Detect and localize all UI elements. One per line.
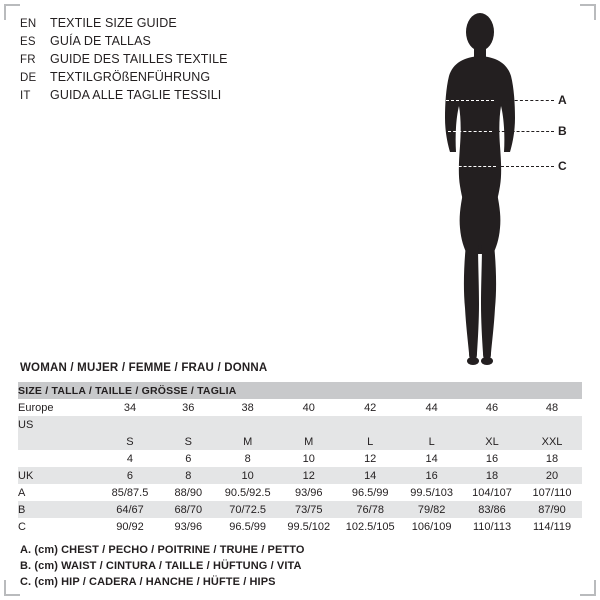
row-label: UK xyxy=(18,467,100,484)
row-cell: XL xyxy=(462,433,522,450)
row-cell xyxy=(522,416,582,433)
row-cell: 85/87.5 xyxy=(100,484,159,501)
language-code-de: DE xyxy=(20,72,37,84)
row-cell: 87/90 xyxy=(522,501,582,518)
row-cell: 40 xyxy=(278,399,339,416)
row-cell: 38 xyxy=(217,399,278,416)
row-cell: 6 xyxy=(160,450,217,467)
row-cell: 106/109 xyxy=(401,518,462,535)
title-text-en: TEXTILE SIZE GUIDE xyxy=(50,16,177,30)
row-label: Europe xyxy=(18,399,100,416)
legend-line-a: A. (cm) CHEST / PECHO / POITRINE / TRUHE / PETTO xyxy=(20,544,305,556)
row-cell: 16 xyxy=(401,467,462,484)
table-row xyxy=(18,399,582,416)
row-cell: 90/92 xyxy=(100,518,159,535)
row-cell: 10 xyxy=(278,450,339,467)
row-cell: 76/78 xyxy=(339,501,401,518)
measure-line-c-outer xyxy=(496,166,554,167)
row-cell: M xyxy=(278,433,339,450)
row-cell: 18 xyxy=(522,450,582,467)
row-cell xyxy=(160,416,217,433)
row-cell: L xyxy=(401,433,462,450)
row-cell xyxy=(278,416,339,433)
table-header-row xyxy=(18,382,582,399)
legend-line-b: B. (cm) WAIST / CINTURA / TAILLE / HÜFTUNG / VITA xyxy=(20,560,302,572)
corner-mark-bottom-right xyxy=(580,580,596,596)
row-label xyxy=(18,433,100,450)
female-silhouette-icon xyxy=(420,8,540,368)
row-cell: M xyxy=(217,433,278,450)
title-text-fr: GUIDE DES TAILLES TEXTILE xyxy=(50,52,228,66)
row-cell: 102.5/105 xyxy=(339,518,401,535)
row-cell: 70/72.5 xyxy=(217,501,278,518)
row-label: B xyxy=(18,501,100,518)
measure-line-c-inner xyxy=(444,166,496,167)
row-cell: 6 xyxy=(100,467,159,484)
row-cell: 114/119 xyxy=(522,518,582,535)
title-text-es: GUÍA DE TALLAS xyxy=(50,34,151,48)
row-label xyxy=(18,450,100,467)
row-cell: 8 xyxy=(160,467,217,484)
row-label: US xyxy=(18,416,100,433)
row-cell: 46 xyxy=(462,399,522,416)
measure-line-a-outer xyxy=(494,100,554,101)
row-cell: 14 xyxy=(339,467,401,484)
row-cell: 68/70 xyxy=(160,501,217,518)
row-cell xyxy=(401,416,462,433)
table-row xyxy=(18,433,582,450)
table-header-label: SIZE / TALLA / TAILLE / GRÖSSE / TAGLIA xyxy=(18,382,582,399)
row-cell: 93/96 xyxy=(278,484,339,501)
row-cell: 36 xyxy=(160,399,217,416)
row-cell: 44 xyxy=(401,399,462,416)
row-cell: 96.5/99 xyxy=(217,518,278,535)
row-cell: 18 xyxy=(462,467,522,484)
legend-line-c: C. (cm) HIP / CADERA / HANCHE / HÜFTE / HIPS xyxy=(20,576,276,588)
row-cell xyxy=(217,416,278,433)
corner-mark-bottom-left xyxy=(4,580,20,596)
table-row xyxy=(18,416,582,433)
table-row xyxy=(18,501,582,518)
row-cell: 14 xyxy=(401,450,462,467)
row-cell: 88/90 xyxy=(160,484,217,501)
row-cell: 64/67 xyxy=(100,501,159,518)
row-cell: S xyxy=(100,433,159,450)
row-cell: 104/107 xyxy=(462,484,522,501)
title-row-en xyxy=(20,14,350,32)
language-titles xyxy=(20,14,350,104)
title-row-es xyxy=(20,32,350,50)
row-label: A xyxy=(18,484,100,501)
language-code-fr: FR xyxy=(20,54,36,66)
measure-label-b: B xyxy=(558,124,567,138)
row-cell: 79/82 xyxy=(401,501,462,518)
table-row xyxy=(18,467,582,484)
measure-line-b-outer xyxy=(492,131,554,132)
row-cell: 96.5/99 xyxy=(339,484,401,501)
row-cell: 8 xyxy=(217,450,278,467)
measurement-legend xyxy=(20,542,305,590)
row-cell: 34 xyxy=(100,399,159,416)
row-cell: 90.5/92.5 xyxy=(217,484,278,501)
row-cell: 99.5/102 xyxy=(278,518,339,535)
row-cell: 12 xyxy=(278,467,339,484)
row-cell: 10 xyxy=(217,467,278,484)
row-cell: XXL xyxy=(522,433,582,450)
row-cell xyxy=(339,416,401,433)
row-cell: 83/86 xyxy=(462,501,522,518)
measure-line-b-inner xyxy=(448,131,492,132)
title-row-fr xyxy=(20,50,350,68)
row-label: C xyxy=(18,518,100,535)
language-code-it: IT xyxy=(20,90,31,102)
row-cell: 110/113 xyxy=(462,518,522,535)
title-text-de: TEXTILGRÖßENFÜHRUNG xyxy=(50,70,211,84)
table-row xyxy=(18,518,582,535)
body-figure xyxy=(400,8,590,368)
row-cell: 4 xyxy=(100,450,159,467)
row-cell: 107/110 xyxy=(522,484,582,501)
row-cell xyxy=(100,416,159,433)
table-row xyxy=(18,450,582,467)
row-cell: 20 xyxy=(522,467,582,484)
size-table xyxy=(18,382,582,535)
title-row-de xyxy=(20,68,350,86)
row-cell: L xyxy=(339,433,401,450)
language-code-en: EN xyxy=(20,18,37,30)
row-cell: 73/75 xyxy=(278,501,339,518)
measure-line-a-inner xyxy=(446,100,494,101)
measure-label-a: A xyxy=(558,93,567,107)
title-text-it: GUIDA ALLE TAGLIE TESSILI xyxy=(50,88,222,102)
row-cell: 48 xyxy=(522,399,582,416)
row-cell: 99.5/103 xyxy=(401,484,462,501)
row-cell: 93/96 xyxy=(160,518,217,535)
row-cell: 12 xyxy=(339,450,401,467)
language-code-es: ES xyxy=(20,36,36,48)
table-row xyxy=(18,484,582,501)
row-cell xyxy=(462,416,522,433)
measure-label-c: C xyxy=(558,159,567,173)
row-cell: 16 xyxy=(462,450,522,467)
corner-mark-top-left xyxy=(4,4,20,20)
section-title-woman: WOMAN / MUJER / FEMME / FRAU / DONNA xyxy=(20,362,268,374)
row-cell: 42 xyxy=(339,399,401,416)
title-row-it xyxy=(20,86,350,104)
row-cell: S xyxy=(160,433,217,450)
